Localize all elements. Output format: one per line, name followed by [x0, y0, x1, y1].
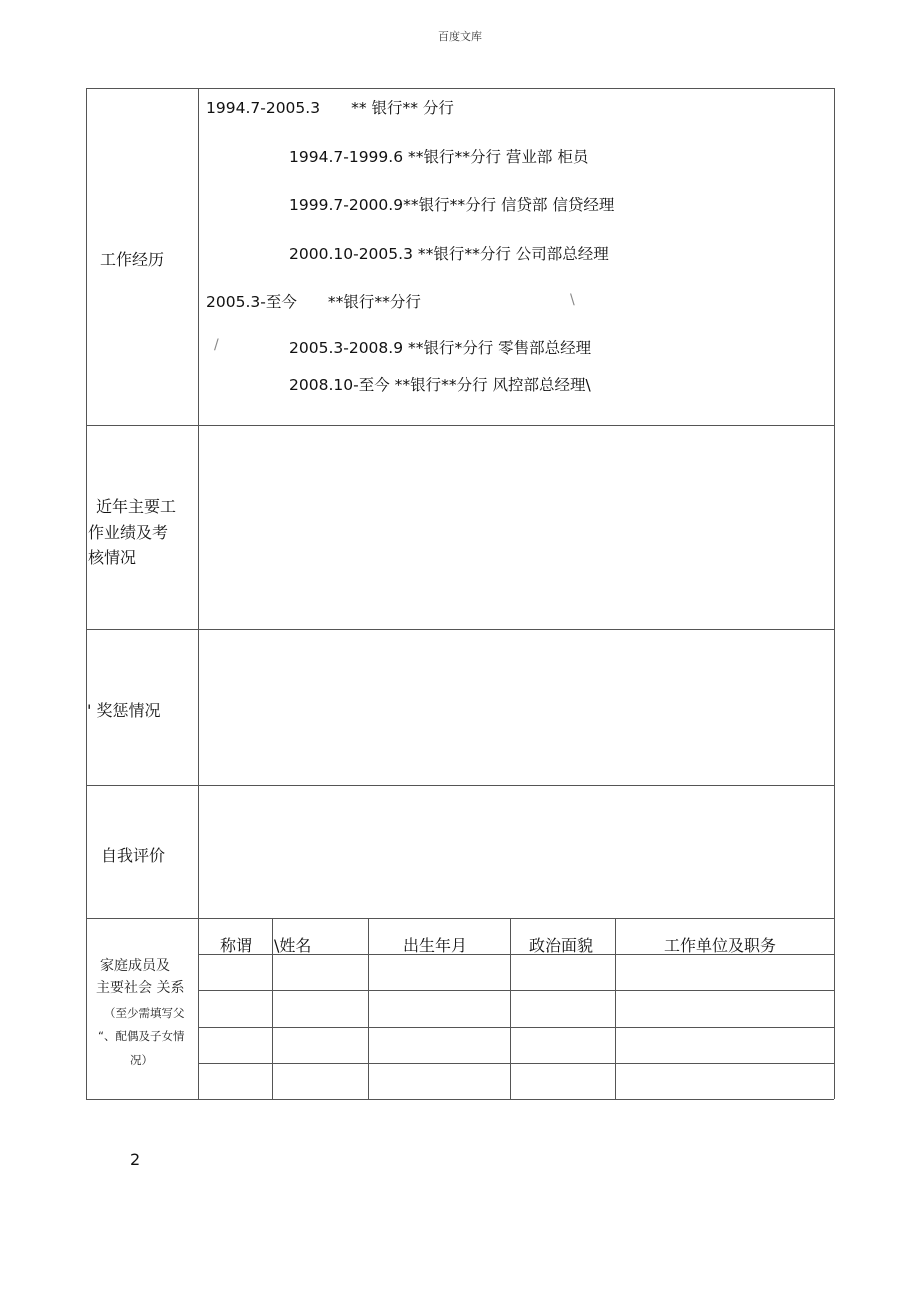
family-row-divider	[198, 1063, 834, 1064]
column-header-name: \姓名	[274, 936, 312, 955]
family-col-divider	[510, 918, 511, 1099]
work-entry: 2000.10-2005.3 **银行**分行 公司部总经理	[289, 245, 609, 263]
work-entry: 2005.3-至今 **银行**分行	[206, 293, 421, 311]
stray-mark: /	[214, 337, 219, 353]
work-entry: 2008.10-至今 **银行**分行 风控部总经理\	[289, 376, 591, 394]
self-evaluation-label: 自我评价	[101, 846, 166, 865]
table-border-bottom	[86, 1099, 834, 1100]
label-column-divider	[198, 88, 199, 1099]
work-entry: 1994.7-1999.6 **银行**分行 营业部 柜员	[289, 148, 589, 166]
table-border-right	[834, 88, 835, 1099]
performance-label-line: 近年主要工	[96, 497, 177, 516]
work-entry: 1994.7-2005.3 ** 银行** 分行	[206, 99, 454, 117]
family-row-divider	[198, 990, 834, 991]
work-entry: 1999.7-2000.9**银行**分行 信贷部 信贷经理	[289, 196, 615, 214]
performance-label-line: 作业绩及考	[88, 523, 169, 542]
family-col-divider	[272, 918, 273, 1099]
family-col-divider	[615, 918, 616, 1099]
family-label-line: 主要社会 关系	[96, 980, 185, 996]
family-col-divider	[368, 918, 369, 1099]
family-note-line: （至少需填写父	[104, 1006, 185, 1020]
work-history-label: 工作经历	[100, 250, 165, 269]
column-header-employer-position: 工作单位及职务	[664, 936, 777, 955]
performance-label-line: 核情况	[88, 548, 137, 567]
family-note-line: 况）	[130, 1053, 153, 1067]
family-label-line: 家庭成员及	[100, 958, 170, 974]
page-header: 百度文库	[438, 30, 482, 43]
table-border-left	[86, 88, 87, 1099]
column-header-title: 称谓	[220, 936, 253, 955]
family-row-divider	[198, 1027, 834, 1028]
awards-label: ' 奖惩情况	[87, 701, 161, 720]
family-note-line: “、配偶及子女情	[98, 1029, 185, 1043]
page-number: 2	[130, 1150, 141, 1169]
work-entry: 2005.3-2008.9 **银行*分行 零售部总经理	[289, 339, 592, 357]
column-header-political-status: 政治面貌	[529, 936, 594, 955]
stray-mark: \	[570, 292, 575, 308]
column-header-birth: 出生年月	[403, 936, 468, 955]
